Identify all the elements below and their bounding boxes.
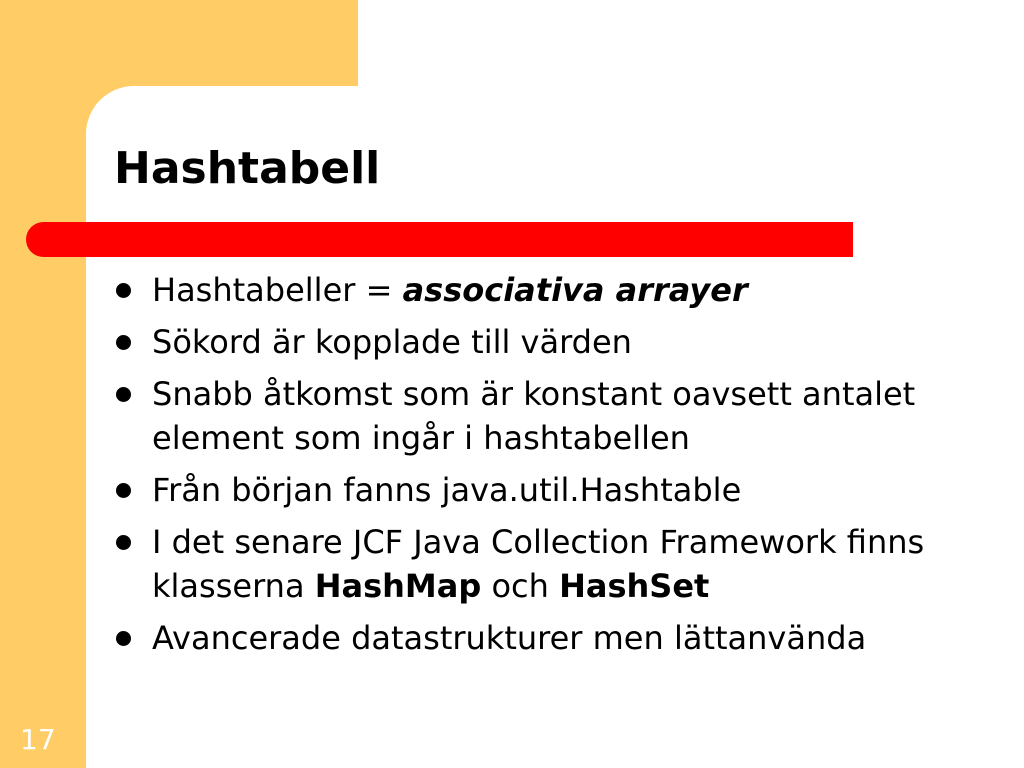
bullet-text-run: HashSet: [559, 567, 710, 605]
bullet-item: [114, 520, 994, 608]
bullet-item: [114, 372, 994, 460]
bullet-text: [152, 323, 632, 361]
bullet-text-run: Avancerade datastrukturer men lättanvända: [152, 619, 867, 657]
bullet-text: [152, 619, 866, 657]
bullet-text: [152, 523, 924, 605]
bullet-text: [152, 375, 915, 457]
bullet-item: [114, 320, 994, 364]
bullet-dot-icon: [116, 483, 131, 498]
bullet-item: [114, 616, 994, 660]
bullet-text-run: Snabb åtkomst som är konstant oavsett antalet element som ingår i hashtabellen: [152, 375, 916, 457]
bullet-dot-icon: [116, 387, 131, 402]
bullet-dot-icon: [116, 631, 131, 646]
left-accent-band: [0, 0, 86, 768]
bullet-text: [152, 271, 748, 309]
bullet-item: [114, 268, 994, 312]
bullet-item: [114, 468, 994, 512]
slide-number: 17: [20, 723, 56, 756]
top-accent-band: [0, 0, 358, 86]
bullet-dot-icon: [116, 335, 131, 350]
bullet-text-run: HashMap: [314, 567, 482, 605]
bullet-text-run: associativa arrayer: [402, 271, 748, 309]
bullet-dot-icon: [116, 283, 131, 298]
bullet-text-run: och: [481, 567, 560, 605]
bullet-dot-icon: [116, 535, 131, 550]
bullet-text-run: Hashtabeller =: [152, 271, 403, 309]
bullet-text-run: Sökord är kopplade till värden: [152, 323, 632, 361]
bullet-list: [114, 268, 994, 668]
bullet-text-run: Från början fanns java.util.Hashtable: [152, 471, 742, 509]
bullet-text-run: I det senare JCF Java Collection Framework finns klasserna: [152, 523, 925, 605]
slide-title: Hashtabell: [114, 143, 381, 194]
title-underline-bar: [26, 222, 853, 257]
bullet-text: [152, 471, 741, 509]
